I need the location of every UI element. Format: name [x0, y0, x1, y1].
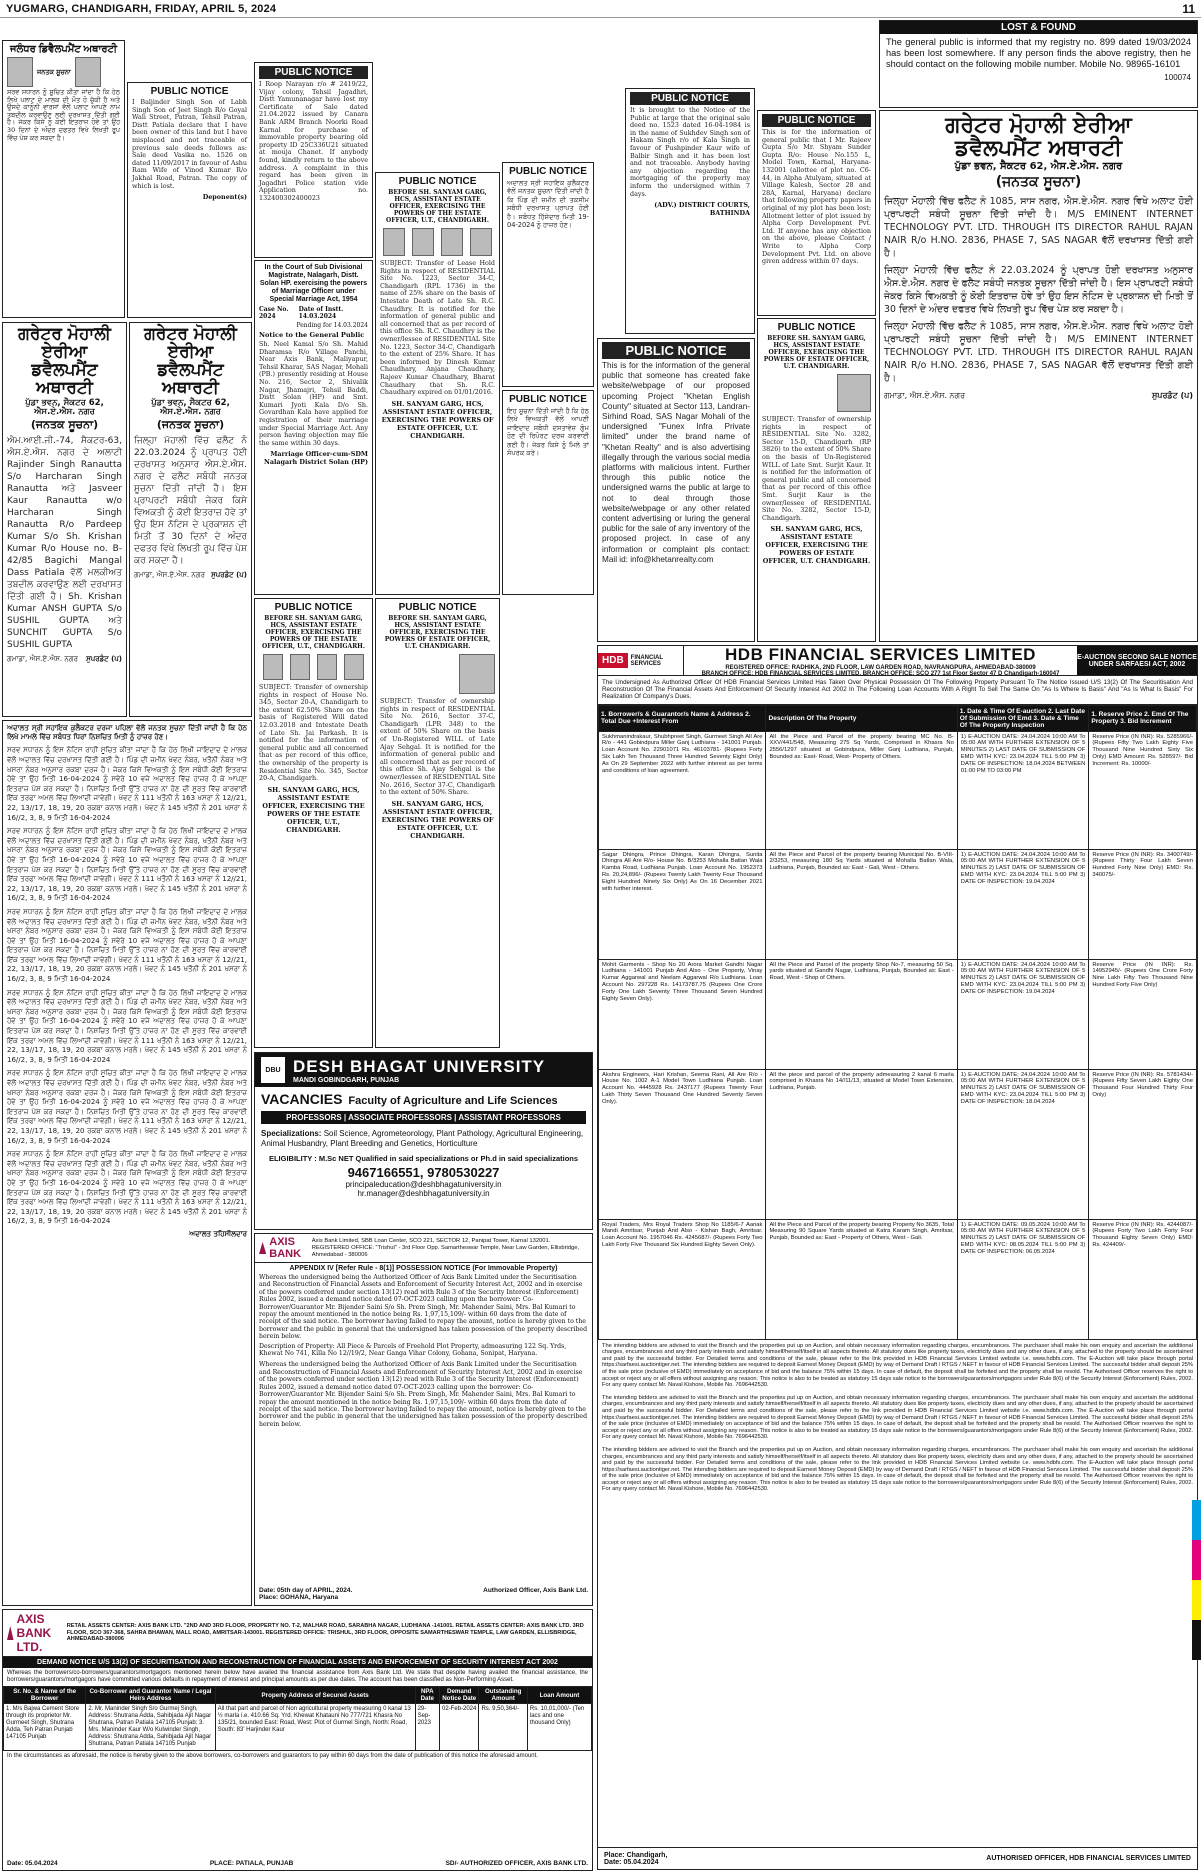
- notice-title: PUBLIC NOTICE: [509, 166, 587, 177]
- person-photo: [837, 374, 871, 412]
- axis-logo: AXIS BANK: [259, 1236, 306, 1260]
- notice-body: ਐਮ.ਆਈ.ਜੀ.-74, ਸੈਕਟਰ-63, ਐਸ.ਏ.ਐਸ. ਨਗਰ ਦੇ ਅਲਾਟੀ Rajinder Singh Ranautta S/o Harcharan Singh Ranautta ਅਤੇ Jasveer Kaur Ranautta w/o Harcharan Singh Ranautta R/o Pardeep Kumar S/o Sh. Krishan Kumar R/o House no. B-42/85 Bagichi Mangal Dass Patiala ਵੱਲੋਂ ਮਲਕੀਅਤ ਤਬਦੀਲ ਕਰਵਾਉਣ ਲਈ ਦਰਖਾਸਤ ਦਿੱਤੀ ਗਈ ਹੈ। Sh. Krishan Kumar ANSH GUPTA S/o SUSHIL GUPTA ਅਤੇ SUNCHIT GUPTA S/o SUSHIL GUPTA: [7, 435, 122, 650]
- table-cell: 29-Sep-2023: [415, 1704, 439, 1751]
- caption: ਜਨਤਕ ਸੂਚਨਾ: [37, 67, 71, 76]
- table-cell: 02-Feb-2024: [439, 1704, 478, 1751]
- terms-conditions: The intending bidders are advised to visit the Branch and the properties put up on Auction, and obtain necessary information regarding charges, encumbrances. The purchaser shall make his own enquiry and ascertain the additional charges, encumbrances and any third party interests and satisfy himself/herself/itself in all aspects thereto. All statutory dues like property taxes, electricity dues and any other dues, if any, attached to the property should be ascertained and paid by the successful bidder. For Detailed terms and conditions of the sale, please refer to the link provided in HDB Financial Services Limited website i.e. www.hdbfs.com. The E-Auction will take place through portal https://sarfaesi.auctiontiger.net. The intending bidders are required to deposit Earnest Money Deposit (EMD) by way of Demand Draft / RTGS / NEFT in favour of HDB Financial Services Limited. The successful bidder shall deposit 25% of the sale price (inclusive of EMD) immediately on acceptance of bid and the balance 75% within 15 days. In case of default, the deposit shall be forfeited and the property shall be resold. The Authorised Officer reserves the right to accept or reject any or all offers without assigning any reason. This notice is also to be treated as statutory 15 days sale notice to the borrowers/guarantors/mortgagors under Rule 8(6) of the Security Interest (Enforcement) Rules, 2002. For any query contact Mr. Naval Kishore, Mobile No. 7696442530.: [602, 1342, 1193, 1389]
- notice-body: ਜਿਲ੍ਹਾ ਮੋਹਾਲੀ ਵਿੱਚ ਫਲੈਟ ਨੰ 22.03.2024 ਨੂੰ ਪ੍ਰਾਪਤ ਹੋਈ ਦਰਖਾਸਤ ਅਨੁਸਾਰ ਐਸ.ਏ.ਐਸ. ਨਗਰ ਦੇ ਫਲੈਟ ਸਬੰਧੀ ਜਨਤਕ ਸੂਚਨਾ ਦਿੱਤੀ ਜਾਂਦੀ ਹੈ। ਇਸ ਪ੍ਰਾਪਰਟੀ ਸਬੰਧੀ ਜੇਕਰ ਕਿਸੇ ਵਿਅਕਤੀ ਨੂੰ ਕੋਈ ਇਤਰਾਜ਼ ਹੋਵੇ ਤਾਂ ਉਹ ਇਸ ਨੋਟਿਸ ਦੇ ਪ੍ਰਕਾਸ਼ਨ ਦੀ ਮਿਤੀ ਤੋਂ 30 ਦਿਨਾਂ ਦੇ ਅੰਦਰ ਦਫਤਰ ਵਿਖੇ ਲਿਖਤੀ ਰੂਪ ਵਿੱਚ ਪੇਸ਼ ਕਰ ਸਕਦਾ ਹੈ।: [134, 435, 247, 566]
- notice-outro: In the circumstances as aforesaid, the notice is hereby given to the above borrowers, co-borrowers and guarantors to pay within 60 days from the date of publication of this notice the aforesaid amount.: [7, 1753, 538, 1759]
- table-cell: 2. Mr. Maninder Singh S/o Gurmej Singh, Address: Shutrana Adda, Sahibjada Ajit Nagar Shutrana, Patran Patiala 147105 Punjab; 3. Mrs. Maninder Kaur W/o Kulwinder Singh, Address: Shutrana Adda, Sahibjada Ajit Nagar Shutrana, Patran Patiala 147105 Punjab: [86, 1704, 215, 1751]
- notice-body: The general public is informed that my registry no. 899 dated 19/03/2024 has been lost somewhere. If any person finds the above registry, then he should contact on the following mobile number. Mobile No. 98965-16101: [886, 37, 1191, 69]
- table-cell: All the piece and parcel of the property admeasuring 2 kanal 6 marla comprised in Khasra No 14//11/13, situated at Model Town Extension, Ludhiana, Punjab.: [766, 1069, 957, 1219]
- person-photo: [459, 654, 495, 694]
- notice-place: Place: GOHANA, Haryana: [259, 1594, 339, 1601]
- eauction-title: E-AUCTION SECOND SALE NOTICE: [1077, 653, 1197, 661]
- notice-date: Date: 05.04.2024: [604, 1858, 659, 1866]
- notice-title: PUBLIC NOTICE: [762, 114, 871, 127]
- notice-title: APPENDIX IV [Refer Rule - 8(1)] POSSESSION NOTICE (For Immovable Property): [289, 1265, 558, 1272]
- notice-subtitle: BEFORE SH. SANYAM GARG, HCS, ASSISTANT ESTATE OFFICER, EXERCISING THE POWERS OF THE ESTATE OFFICER, U.T., CHANDIGARH.: [386, 189, 489, 224]
- table-cell: Reserve Price (IN INR): Rs. 3400749/- (Rupees Thirty Four Lakh Seven Hundred Forty Nine Only) EMD: Rs. 340075/-: [1089, 849, 1197, 959]
- table-cell: Akshra Engineers, Hari Krishan, Seema Rani, All Are R/o - House No. 1002 A-1 Model Town Ludhiana Punjab. Loan Account No. 4445928 Rs. 2437177 (Rupees Twenty Four Lakh Thirty Seven Thousand One Hundred Seventy Seven Only).: [599, 1069, 766, 1219]
- punjabi-mid-notice: [502, 162, 594, 387]
- case-number: Case No. 2024: [259, 306, 289, 320]
- table-row: [599, 959, 1197, 1069]
- notice-body-3: ਜਿਲ੍ਹਾ ਮੋਹਾਲੀ ਵਿੱਚ ਫਲੈਟ ਨੰ 1085, ਸਾਸ ਨਗਰ, ਐਸ.ਏ.ਐਸ. ਨਗਰ ਵਿਖੇ ਅਲਾਟ ਹੋਈ ਪ੍ਰਾਪਰਟੀ ਸਬੰਧੀ ਸੂਚਨਾ ਦਿੱਤੀ ਜਾਂਦੀ ਹੈ। M/S EMINENT INTERNET TECHNOLOGY PVT. LTD. THROUGH ITS DIRECTOR RAHUL RAJAN NAIR R/o H.NO. 2836, PHASE 7, SAS NAGAR ਵੱਲੋਂ ਦਰਖਾਸਤ ਦਿੱਤੀ ਗਈ ਹੈ।: [884, 321, 1193, 385]
- table-cell: All the Piece and Parcel of the property Shop No-7, measuring 50 Sq. yards situated at Gandhi Nagar, Ludhiana, Punjab, Bounded as: East - Road, West - Shop of Others.: [766, 959, 957, 1069]
- notice-subtitle: Notice to the General Public: [259, 331, 365, 339]
- notice-body: ਜਿਲ੍ਹਾ ਮੋਹਾਲੀ ਵਿੱਚ ਫਲੈਟ ਨੰ 1085, ਸਾਸ ਨਗਰ, ਐਸ.ਏ.ਐਸ. ਨਗਰ ਵਿਖੇ ਅਲਾਟ ਹੋਈ ਪ੍ਰਾਪਰਟੀ ਸਬੰਧੀ ਸੂਚਨਾ ਦਿੱਤੀ ਜਾਂਦੀ ਹੈ। M/S EMINENT INTERNET TECHNOLOGY PVT. LTD. THROUGH ITS DIRECTOR RAHUL RAJAN NAIR R/o H.NO. 2836, PHASE 7, SAS NAGAR ਵੱਲੋਂ ਦਰਖਾਸਤ ਦਿੱਤੀ ਗਈ ਹੈ।: [884, 196, 1193, 260]
- eligibility: ELIGIBILITY : M.Sc NET Qualified in said specializations or Ph.d in said specializations: [268, 1154, 579, 1163]
- notice-body-6: ਸਰਵ ਸਧਾਰਨ ਨੂੰ ਇਸ ਨੋਟਿਸ ਰਾਹੀਂ ਸੂਚਿਤ ਕੀਤਾ ਜਾਂਦਾ ਹੈ ਕਿ ਹੇਠ ਲਿਖੀ ਜਾਇਦਾਦ ਦੇ ਮਾਲਕ ਵੱਲੋਂ ਅਦਾਲਤ ਵਿੱਚ ਦਰਖਾਸਤ ਦਿੱਤੀ ਗਈ ਹੈ। ਪਿੰਡ ਦੀ ਜ਼ਮੀਨ ਖੇਵਟ ਨੰਬਰ, ਖਤੌਨੀ ਨੰਬਰ ਅਤੇ ਖਸਰਾ ਨੰਬਰ ਅਨੁਸਾਰ ਰਕਬਾ ਦਰਜ ਹੈ। ਜੇਕਰ ਕਿਸੇ ਵਿਅਕਤੀ ਨੂੰ ਇਸ ਸਬੰਧੀ ਕੋਈ ਇਤਰਾਜ਼ ਹੋਵੇ ਤਾਂ ਉਹ ਮਿਤੀ 16-04-2024 ਨੂੰ ਸਵੇਰੇ 10 ਵਜੇ ਅਦਾਲਤ ਵਿੱਚ ਹਾਜ਼ਰ ਹੋ ਕੇ ਆਪਣਾ ਇਤਰਾਜ਼ ਪੇਸ਼ ਕਰ ਸਕਦਾ ਹੈ। ਨਿਸ਼ਚਿਤ ਮਿਤੀ ਉੱਤੇ ਹਾਜ਼ਰ ਨਾ ਹੋਣ ਦੀ ਸੂਰਤ ਵਿੱਚ ਕਾਰਵਾਈ ਇੱਕ ਤਰਫਾ ਅਮਲ ਵਿੱਚ ਲਿਆਂਦੀ ਜਾਵੇਗੀ। ਖੇਵਟ ਨੰ 111 ਖਤੌਨੀ ਨੰ 163 ਖਸਰਾ ਨੰ 12//21, 22, 13//17, 18, 19, 20 ਰਕਬਾ ਕਨਾਲ ਮਰਲੇ। ਖੇਵਟ ਨੰ 145 ਖਤੌਨੀ ਨੰ 201 ਖਸਰਾ ਨੰ 16//2, 3, 8, 9 ਮਿਤੀ 16-04-2024: [7, 1150, 247, 1226]
- notice-sign: SH. SANYAM GARG, HCS, ASSISTANT ESTATE OFFICER, EXERCISING THE POWERS OF THE ESTATE OFFICER, U.T., CHANDIGARH.: [262, 785, 365, 834]
- hdb-logo-sub: FINANCIAL SERVICES: [630, 654, 663, 667]
- notice-title: PUBLIC NOTICE: [630, 92, 750, 105]
- estate-notice-4: [757, 318, 876, 642]
- table-row: [599, 849, 1197, 959]
- person-photo: [470, 228, 492, 256]
- notice-title: DEMAND NOTICE U/S 13(2) OF SECURITISATION AND RECONSTRUCTION OF FINANCIAL ASSETS AND ENFORCEMENT OF SECURITY INTEREST ACT 2002: [3, 1657, 592, 1668]
- notice-place: Place: Chandigarh,: [604, 1851, 668, 1859]
- gmada-line3: ਪੁੱਡਾ ਭਵਨ, ਸੈਕਟਰ 62, ਐਸ.ਏ.ਐਸ. ਨਗਰ: [151, 398, 230, 418]
- jalandhar-notice: [2, 40, 125, 318]
- notice-body: ਅਦਾਲਤ ਸ੍ਰੀ ਸਹਾਇਕ ਕੁਲੈਕਟਰ ਵੱਲੋਂ ਜਨਤਕ ਸੂਚਨਾ ਦਿੱਤੀ ਜਾਂਦੀ ਹੈ ਕਿ ਪਿੰਡ ਦੀ ਜ਼ਮੀਨ ਦੀ ਤਕਸੀਮ ਸਬੰਧੀ ਦਰਖਾਸਤ ਪ੍ਰਾਪਤ ਹੋਈ ਹੈ। ਸਬੰਧਤ ਹਿੱਸੇਦਾਰ ਮਿਤੀ 19-04-2024 ਨੂੰ ਹਾਜ਼ਰ ਹੋਣ।: [507, 179, 589, 230]
- hdb-logo: [598, 646, 684, 675]
- col-header: Description Of The Property: [766, 705, 957, 731]
- gmada-header: [134, 326, 247, 431]
- notice-body: I Baljinder Singh Son of Labh Singh Son of Jeet Singh R/o Goyal Wali Street, Patran, Tehsil Patran, Distt Patiala declare that I have been owner of this land but I have misplaced and not traceable of previous sale deeds follows as: Sale deed Vasika no. 1526 on dated 11/09/2017 in favour of Ashu Ram Wife of Vinod Kumar R/o Jakhal Road, Patran. The copy of which is lost.: [132, 98, 247, 190]
- hdb-logo-mark: HDB: [598, 653, 628, 668]
- table-cell: Rs. 10,01,000/- (Ten lacs and one thousand Only): [527, 1704, 591, 1751]
- notice-title: PUBLIC NOTICE: [777, 322, 856, 333]
- person-photo: [441, 228, 463, 256]
- notice-title: LOST & FOUND: [880, 21, 1197, 34]
- notice-date: Date: 05th day of APRIL, 2024.: [259, 1587, 353, 1594]
- dbu-header: [255, 1053, 592, 1087]
- property-description: Description of Property: All Piece & Parcels of Freehold Plot Property, admeasuring 122 Sq. Yrds, Khewat No 741, Killa No 12//19/2, Near Ganga Vihar Colony, Gohana, Sonipat, Haryana.: [259, 1342, 567, 1358]
- notice-title: PUBLIC NOTICE: [150, 86, 229, 97]
- spec-label: Specializations:: [261, 1129, 322, 1138]
- table-cell: All the Piece and Parcel of the property bearing Property No 3635, Total Measuring 90 Square Yards situated at Katra Karam Singh, Amritsar, Punjab, Bounded as: East - Property of Others, West - Gali.: [766, 1219, 957, 1339]
- axis-address: Axis Bank Limited, SBB Loan Center, SCO 221, SECTOR 12, Panipat Tower, Karnal 132001. REGISTERED OFFICE: "Trishul" - 3rd Floor Opp. Samartheswar Temple, Near Law Garden, Ellisbridge, Ahmedabad - 380006: [311, 1237, 580, 1258]
- marriage-notice: [254, 260, 373, 595]
- person-photo: [317, 654, 337, 680]
- person-photo: [383, 228, 405, 256]
- gmada-notice-right: [879, 110, 1198, 642]
- phone-numbers: 9467166551, 9780530227: [347, 1165, 500, 1180]
- col-header: Sr. No. & Name of the Borrower: [4, 1687, 86, 1704]
- gmada-line3: ਪੁੱਡਾ ਭਵਨ, ਸੈਕਟਰ 62, ਐਸ.ਏ.ਐਸ. ਨਗਰ: [25, 398, 104, 418]
- table-cell: 1) E-AUCTION DATE: 09.05.2024 10:00 AM To 05:00 AM WITH FURTHER EXTENSION OF 5 MINUTES 2) LAST DATE OF SUBMISSION OF EMD WITH KYC: 08.05.2024 TILL 5:00 PM 3) DATE OF INSPECTION: 06.05.2024: [957, 1219, 1089, 1339]
- print-color-strip: [1192, 1620, 1201, 1660]
- dbu-crest-icon: DBU: [261, 1057, 285, 1083]
- notice-body: It is brought to the Notice of the Public at large that the original sale deed no. 1523 dated 16-04-1984 is in the name of Sukhdev Singh son of Hakam Singh r/o of Kala Singh in favour of Pushpinder Kaur wife of Balbir Singh and it has been lost and not traceable. Anybody having any objection regarding the mortgaging of the property may inform the undersigned within 7 days.: [630, 106, 750, 198]
- estate-notice-2: [254, 598, 373, 1048]
- notice-title: PUBLIC NOTICE: [398, 602, 477, 613]
- notice-sign: Authorized Officer, Axis Bank Ltd.: [483, 1587, 588, 1594]
- notice-place: ਗਮਾਡਾ, ਐਸ.ਏ.ਐਸ. ਨਗਰ: [134, 570, 205, 579]
- print-color-strip: [1192, 1580, 1201, 1620]
- notice-sign: SH. SANYAM GARG, HCS, ASSISTANT ESTATE OFFICER, EXERCISING THE POWERS OF ESTATE OFFICER, U.T. CHANDIGARH.: [381, 399, 494, 440]
- notice-title: PUBLIC NOTICE: [398, 176, 477, 187]
- notice-place: PLACE: PATIALA, PUNJAB: [209, 1860, 294, 1867]
- table-cell: Sagar Dhingra, Prince Dhingra, Karan Dhingra, Sunita Dhingra All Are R/o- House No. B/3253 Mohalla Batlan Wala Kamba Road, Ludhiana Punjab. Loan Account No. 1952373 Rs. 20,24,896/- (Rupees Twenty Lakh Twenty Four Thousand Eight Hundred Ninety Six Only) As On 16 December 2021 with further interest.: [599, 849, 766, 959]
- table-header-row: [4, 1687, 592, 1704]
- punjabi-court-notice: [2, 720, 252, 1606]
- university-location: MANDI GOBINDGARH, PUNJAB: [293, 1076, 400, 1084]
- notice-sign: Marriage Officer-cum-SDM Nalagarh District Solan (HP): [264, 450, 368, 467]
- print-color-strip: [1192, 1500, 1201, 1540]
- notice-body: ਇਹ ਸੂਚਨਾ ਦਿੱਤੀ ਜਾਂਦੀ ਹੈ ਕਿ ਹੇਠ ਲਿਖੇ ਵਿਅਕਤੀ ਵੱਲੋਂ ਆਪਣੀ ਜਾਇਦਾਦ ਸਬੰਧੀ ਦਸਤਾਵੇਜ਼ ਗੁੰਮ ਹੋਣ ਦੀ ਰਿਪੋਰਟ ਦਰਜ ਕਰਵਾਈ ਗਈ ਹੈ। ਜੇਕਰ ਕਿਸੇ ਨੂੰ ਮਿਲੇ ਤਾਂ ਸੰਪਰਕ ਕਰੇ।: [507, 407, 589, 458]
- col-header: 1. Date & Time Of E-auction 2. Last Date Of Submission Of Emd 3. Date & Time Of The Property Inspection: [957, 705, 1089, 731]
- notice-body: This is for the information of the general public that someone has created fake website/webpage of our proposed upcoming Project "Khetan English County" situated at Sector 113, Landran-Sirhind Road, SAS Nagar Mohali of the undersigned "Funex Infra Private limited" under the brand name of "Khetan Realty" and is also advertising illegally through the various social media platforms with malicious intent. Further through this public notice the undersigned warns the public at large to not to deal through those website/webpage or any other related content advertising or luring the general public for the sale of any inventory of the proposed project. In case of any information or complaint pls contact: Mail id: info@khetanrealty.com: [602, 361, 750, 564]
- gmada-line4: (ਜਨਤਕ ਸੂਚਨਾ): [995, 173, 1082, 190]
- notice-subtitle: BEFORE SH. SANYAM GARG, HCS, ASSISTANT ESTATE OFFICER, EXERCISING THE POWERS OF ESTATE OFFICER, U.T. CHANDIGARH.: [384, 615, 491, 650]
- person-photo: [344, 654, 364, 680]
- pending-date: Pending for 14.03.2024: [296, 322, 368, 329]
- university-name: DESH BHAGAT UNIVERSITY: [293, 1056, 546, 1076]
- notice-title: PUBLIC NOTICE: [274, 602, 353, 613]
- company-name: HDB FINANCIAL SERVICES LIMITED: [725, 645, 1036, 664]
- auction-table: [598, 705, 1197, 1340]
- notice-sign: AUTHORISED OFFICER, HDB FINANCIAL SERVICES LIMITED: [986, 1855, 1191, 1862]
- table-cell: Reserve Price (IN INR): Rs. 5285966/- (Rupees Fifty Two Lakh Eighty Five Thousand Nine Hundred Sixty Six Only) EMD Amount: Rs. 528597/- Bid Increment: Rs. 10000/-: [1089, 731, 1197, 849]
- eauction-badge: [1077, 646, 1197, 675]
- gmada-line4: (ਜਨਤਕ ਸੂਚਨਾ): [156, 418, 225, 432]
- photo-row: [762, 374, 871, 412]
- notice-place: ਗਮਾਡਾ, ਐਸ.ਏ.ਐਸ. ਨਗਰ: [7, 654, 78, 663]
- table-cell: All the Piece and Parcel of the property bearing Municipal No. B-VIII-2/3253, measuring 180 Sq Yards situated at Mohalla Batlan Wala, Ludhiana, Punjab, Bounded as: East - Gali, West - Others.: [766, 849, 957, 959]
- notice-sign: (ADV.) DISTRICT COURTS, BATHINDA: [654, 201, 750, 218]
- spec-text: Soil Science, Agrometeorology, Plant Pathology, Agricultural Engineering, Animal Husbandry, Plant Breeding and Genetics, Horticulture: [261, 1129, 584, 1148]
- notice-body: ਸਰਵ ਸਧਾਰਨ ਨੂੰ ਇਸ ਨੋਟਿਸ ਰਾਹੀਂ ਸੂਚਿਤ ਕੀਤਾ ਜਾਂਦਾ ਹੈ ਕਿ ਹੇਠ ਲਿਖੀ ਜਾਇਦਾਦ ਦੇ ਮਾਲਕ ਵੱਲੋਂ ਅਦਾਲਤ ਵਿੱਚ ਦਰਖਾਸਤ ਦਿੱਤੀ ਗਈ ਹੈ। ਪਿੰਡ ਦੀ ਜ਼ਮੀਨ ਖੇਵਟ ਨੰਬਰ, ਖਤੌਨੀ ਨੰਬਰ ਅਤੇ ਖਸਰਾ ਨੰਬਰ ਅਨੁਸਾਰ ਰਕਬਾ ਦਰਜ ਹੈ। ਜੇਕਰ ਕਿਸੇ ਵਿਅਕਤੀ ਨੂੰ ਇਸ ਸਬੰਧੀ ਕੋਈ ਇਤਰਾਜ਼ ਹੋਵੇ ਤਾਂ ਉਹ ਮਿਤੀ 16-04-2024 ਨੂੰ ਸਵੇਰੇ 10 ਵਜੇ ਅਦਾਲਤ ਵਿੱਚ ਹਾਜ਼ਰ ਹੋ ਕੇ ਆਪਣਾ ਇਤਰਾਜ਼ ਪੇਸ਼ ਕਰ ਸਕਦਾ ਹੈ। ਨਿਸ਼ਚਿਤ ਮਿਤੀ ਉੱਤੇ ਹਾਜ਼ਰ ਨਾ ਹੋਣ ਦੀ ਸੂਰਤ ਵਿੱਚ ਕਾਰਵਾਈ ਇੱਕ ਤਰਫਾ ਅਮਲ ਵਿੱਚ ਲਿਆਂਦੀ ਜਾਵੇਗੀ। ਖੇਵਟ ਨੰ 111 ਖਤੌਨੀ ਨੰ 163 ਖਸਰਾ ਨੰ 12//21, 22, 13//17, 18, 19, 20 ਰਕਬਾ ਕਨਾਲ ਮਰਲੇ। ਖੇਵਟ ਨੰ 145 ਖਤੌਨੀ ਨੰ 201 ਖਸਰਾ ਨੰ 16//2, 3, 8, 9 ਮਿਤੀ 16-04-2024: [7, 746, 247, 822]
- notice-body-3: ਸਰਵ ਸਧਾਰਨ ਨੂੰ ਇਸ ਨੋਟਿਸ ਰਾਹੀਂ ਸੂਚਿਤ ਕੀਤਾ ਜਾਂਦਾ ਹੈ ਕਿ ਹੇਠ ਲਿਖੀ ਜਾਇਦਾਦ ਦੇ ਮਾਲਕ ਵੱਲੋਂ ਅਦਾਲਤ ਵਿੱਚ ਦਰਖਾਸਤ ਦਿੱਤੀ ਗਈ ਹੈ। ਪਿੰਡ ਦੀ ਜ਼ਮੀਨ ਖੇਵਟ ਨੰਬਰ, ਖਤੌਨੀ ਨੰਬਰ ਅਤੇ ਖਸਰਾ ਨੰਬਰ ਅਨੁਸਾਰ ਰਕਬਾ ਦਰਜ ਹੈ। ਜੇਕਰ ਕਿਸੇ ਵਿਅਕਤੀ ਨੂੰ ਇਸ ਸਬੰਧੀ ਕੋਈ ਇਤਰਾਜ਼ ਹੋਵੇ ਤਾਂ ਉਹ ਮਿਤੀ 16-04-2024 ਨੂੰ ਸਵੇਰੇ 10 ਵਜੇ ਅਦਾਲਤ ਵਿੱਚ ਹਾਜ਼ਰ ਹੋ ਕੇ ਆਪਣਾ ਇਤਰਾਜ਼ ਪੇਸ਼ ਕਰ ਸਕਦਾ ਹੈ। ਨਿਸ਼ਚਿਤ ਮਿਤੀ ਉੱਤੇ ਹਾਜ਼ਰ ਨਾ ਹੋਣ ਦੀ ਸੂਰਤ ਵਿੱਚ ਕਾਰਵਾਈ ਇੱਕ ਤਰਫਾ ਅਮਲ ਵਿੱਚ ਲਿਆਂਦੀ ਜਾਵੇਗੀ। ਖੇਵਟ ਨੰ 111 ਖਤੌਨੀ ਨੰ 163 ਖਸਰਾ ਨੰ 12//21, 22, 13//17, 18, 19, 20 ਰਕਬਾ ਕਨਾਲ ਮਰਲੇ। ਖੇਵਟ ਨੰ 145 ਖਤੌਨੀ ਨੰ 201 ਖਸਰਾ ਨੰ 16//2, 3, 8, 9 ਮਿਤੀ 16-04-2024: [7, 907, 247, 984]
- table-row: [599, 1069, 1197, 1219]
- gmada-notice-2: [129, 322, 252, 717]
- email-link[interactable]: principaleducation@deshbhagatuniversity.in: [345, 1180, 502, 1189]
- dateline: YUGMARG, CHANDIGARH, FRIDAY, APRIL 5, 2024: [6, 2, 277, 15]
- vacancies-label: VACANCIES: [261, 1091, 343, 1107]
- table-row: [599, 1219, 1197, 1339]
- axis-mark-icon: [259, 1242, 266, 1254]
- axis-logo: AXIS BANK LTD.: [7, 1612, 61, 1654]
- lost-found-notice: [879, 20, 1198, 108]
- email-link[interactable]: hr.manager@deshbhagatuniversity.in: [357, 1189, 490, 1198]
- masthead: [0, 0, 1201, 18]
- table-cell: All that part and parcel of Non agricultural property measuring 0 kanal 13 ½ marla i.e. 410.66 Sq. Yrd. Khewat Khatauni No 777/721 Khasra No 135/21, bounded East: Road, West: Plot of Gurmel Singh, North: Road, South: 83' Harjinder Kaur: [215, 1704, 415, 1751]
- notice-body: ਸਰਵ ਸਧਾਰਨ ਨੂੰ ਸੂਚਿਤ ਕੀਤਾ ਜਾਂਦਾ ਹੈ ਕਿ ਹੇਠ ਲਿਖੇ ਪਲਾਟ ਦੇ ਮਾਲਕ ਦੀ ਮੌਤ ਹੋ ਚੁੱਕੀ ਹੈ ਅਤੇ ਉਸਦੇ ਕਾਨੂੰਨੀ ਵਾਰਸਾਂ ਵੱਲੋਂ ਪਲਾਟ ਆਪਣੇ ਨਾਮ ਤਬਦੀਲ ਕਰਵਾਉਣ ਲਈ ਦਰਖਾਸਤ ਦਿੱਤੀ ਗਈ ਹੈ। ਜੇਕਰ ਕਿਸੇ ਨੂੰ ਕੋਈ ਇਤਰਾਜ਼ ਹੋਵੇ ਤਾਂ ਉਹ 30 ਦਿਨਾਂ ਦੇ ਅੰਦਰ ਦਫਤਰ ਵਿਖੇ ਲਿਖਤੀ ਰੂਪ ਵਿੱਚ ਪੇਸ਼ ਕਰ ਸਕਦਾ ਹੈ।: [7, 88, 120, 142]
- col-header: Loan Amount: [527, 1687, 591, 1704]
- eauction-subtitle: UNDER SARFAESI ACT, 2002: [1088, 660, 1186, 668]
- notice-body-2: ਜਿਲ੍ਹਾ ਮੋਹਾਲੀ ਵਿੱਚ ਫਲੈਟ ਨੰ 22.03.2024 ਨੂੰ ਪ੍ਰਾਪਤ ਹੋਈ ਦਰਖਾਸਤ ਅਨੁਸਾਰ ਐਸ.ਏ.ਐਸ. ਨਗਰ ਦੇ ਫਲੈਟ ਸਬੰਧੀ ਜਨਤਕ ਸੂਚਨਾ ਦਿੱਤੀ ਜਾਂਦੀ ਹੈ। ਇਸ ਪ੍ਰਾਪਰਟੀ ਸਬੰਧੀ ਜੇਕਰ ਕਿਸੇ ਵਿਅਕਤੀ ਨੂੰ ਕੋਈ ਇਤਰਾਜ਼ ਹੋਵੇ ਤਾਂ ਉਹ ਇਸ ਨੋਟਿਸ ਦੇ ਪ੍ਰਕਾਸ਼ਨ ਦੀ ਮਿਤੀ ਤੋਂ 30 ਦਿਨਾਂ ਦੇ ਅੰਦਰ ਦਫਤਰ ਵਿਖੇ ਲਿਖਤੀ ਰੂਪ ਵਿੱਚ ਪੇਸ਼ ਕਰ ਸਕਦਾ ਹੈ।: [884, 265, 1193, 316]
- gmada-line4: (ਜਨਤਕ ਸੂਚਨਾ): [30, 418, 99, 432]
- notice-body: I Roop Narayan r/o # 2419/22, Vijay colony, Tehsil Jagadhri, Distt Yamunanagar have lost my Certificate of Sale dated 21.04.2022 issued by Canara Bank ARM Branch Noorki Road Karnal for purchase of immovable property bearing old property ID 25C336U21 situated at mouja Chanet. If anybody found, kindly return to the above address. A complaint in this regard has been given in Jagadhri Police station vide Application no. 132400302400023: [259, 80, 368, 202]
- col-header: NPA Date: [415, 1687, 439, 1704]
- table-cell: Mohit Garments - Shop No 20 Arora Market Gandhi Nagar Ludhiana - 141001 Punjab And Also - One Property, Vinay Kumar Aggarwal and Neelam Aggarwal R/o Ludhiana. Loan Account No. 297228 Rs. 14173787.75 (Rupees One Crore Forty One Lakh Seventy Three Thousand Seven Hundred Eighty Seven Only).: [599, 959, 766, 1069]
- table-cell: 1) E-AUCTION DATE: 24.04.2024 10:00 AM To 05:00 AM WITH FURTHER EXTENSION OF 5 MINUTES 2) LAST DATE OF SUBMISSION OF EMD WITH KYC: 23.04.2024 TILL 5:00 PM 3) DATE OF INSPECTION: 19.04.2024: [957, 959, 1089, 1069]
- notice-title: PUBLIC NOTICE: [259, 66, 368, 79]
- gmada-line2: ਡਵੈਲਪਮੈਂਟ ਅਥਾਰਟੀ: [157, 359, 224, 398]
- table-row: [4, 1704, 592, 1751]
- print-color-strip: [1192, 1540, 1201, 1580]
- col-header: 1. Reserve Price 2. Emd Of The Property 3. Bid Increment: [1089, 705, 1197, 731]
- court-header: ਅਦਾਲਤ ਸ੍ਰੀ ਸਹਾਇਕ ਕੁਲੈਕਟਰ ਦਰਜਾ ਪਹਿਲਾ ਵੱਲੋਂ ਜਨਤਕ ਸੂਚਨਾ ਦਿੱਤੀ ਜਾਂਦੀ ਹੈ ਕਿ ਹੇਠ ਲਿਖੇ ਮਾਮਲੇ ਵਿੱਚ ਸਬੰਧਤ ਧਿਰਾਂ ਨਿਸ਼ਚਿਤ ਮਿਤੀ ਨੂੰ ਹਾਜ਼ਰ ਹੋਣ।: [7, 724, 247, 742]
- terms-conditions-3: The intending bidders are advised to visit the Branch and the properties put up on Auction, and obtain necessary information regarding charges, encumbrances. The purchaser shall make his own enquiry and ascertain the additional charges, encumbrances and any third party interests and satisfy himself/herself/itself in all aspects thereto. All statutory dues like property taxes, electricity dues and any other dues, if any, attached to the property should be ascertained and paid by the successful bidder. For Detailed terms and conditions of the sale, please refer to the link provided in HDB Financial Services Limited website i.e. www.hdbfs.com. The E-Auction will take place through portal https://sarfaesi.auctiontiger.net. The intending bidders are required to deposit Earnest Money Deposit (EMD) by way of Demand Draft / RTGS / NEFT in favour of HDB Financial Services Limited. The successful bidder shall deposit 25% of the sale price (inclusive of EMD) immediately on acceptance of bid and the balance 75% within 15 days. In case of default, the deposit shall be forfeited and the property shall be resold. The Authorised Officer reserves the right to accept or reject any or all offers without assigning any reason. This notice is also to be treated as statutory 15 days sale notice to the borrowers/guarantors/mortgagors under Rule 8(6) of the Security Interest (Enforcement) Rules, 2002. For any query contact Mr. Naval Kishore, Mobile No. 7696442530.: [602, 1446, 1193, 1493]
- table-cell: Rs. 9,50,364/-: [479, 1704, 527, 1751]
- col-header: Property Address of Secured Assets: [215, 1687, 415, 1704]
- bathinda-notice: [625, 88, 755, 334]
- photo-row: [259, 654, 368, 680]
- notice-subtitle: BEFORE SH. SANYAM GARG, HCS, ASSISTANT ESTATE OFFICER, EXERCISING THE POWERS OF THE ESTATE OFFICER, U.T., CHANDIGARH.: [262, 615, 365, 650]
- page-number: 11: [1182, 1, 1195, 16]
- notice-body-2: ਸਰਵ ਸਧਾਰਨ ਨੂੰ ਇਸ ਨੋਟਿਸ ਰਾਹੀਂ ਸੂਚਿਤ ਕੀਤਾ ਜਾਂਦਾ ਹੈ ਕਿ ਹੇਠ ਲਿਖੀ ਜਾਇਦਾਦ ਦੇ ਮਾਲਕ ਵੱਲੋਂ ਅਦਾਲਤ ਵਿੱਚ ਦਰਖਾਸਤ ਦਿੱਤੀ ਗਈ ਹੈ। ਪਿੰਡ ਦੀ ਜ਼ਮੀਨ ਖੇਵਟ ਨੰਬਰ, ਖਤੌਨੀ ਨੰਬਰ ਅਤੇ ਖਸਰਾ ਨੰਬਰ ਅਨੁਸਾਰ ਰਕਬਾ ਦਰਜ ਹੈ। ਜੇਕਰ ਕਿਸੇ ਵਿਅਕਤੀ ਨੂੰ ਇਸ ਸਬੰਧੀ ਕੋਈ ਇਤਰਾਜ਼ ਹੋਵੇ ਤਾਂ ਉਹ ਮਿਤੀ 16-04-2024 ਨੂੰ ਸਵੇਰੇ 10 ਵਜੇ ਅਦਾਲਤ ਵਿੱਚ ਹਾਜ਼ਰ ਹੋ ਕੇ ਆਪਣਾ ਇਤਰਾਜ਼ ਪੇਸ਼ ਕਰ ਸਕਦਾ ਹੈ। ਨਿਸ਼ਚਿਤ ਮਿਤੀ ਉੱਤੇ ਹਾਜ਼ਰ ਨਾ ਹੋਣ ਦੀ ਸੂਰਤ ਵਿੱਚ ਕਾਰਵਾਈ ਇੱਕ ਤਰਫਾ ਅਮਲ ਵਿੱਚ ਲਿਆਂਦੀ ਜਾਵੇਗੀ। ਖੇਵਟ ਨੰ 111 ਖਤੌਨੀ ਨੰ 163 ਖਸਰਾ ਨੰ 12//21, 22, 13//17, 18, 19, 20 ਰਕਬਾ ਕਨਾਲ ਮਰਲੇ। ਖੇਵਟ ਨੰ 145 ਖਤੌਨੀ ਨੰ 201 ਖਸਰਾ ਨੰ 16//2, 3, 8, 9 ਮਿਤੀ 16-04-2024: [7, 827, 247, 903]
- table-cell: Reserve Price (IN INR): Rs. 4244087/- (Rupees Forty Two Lakh Forty Four Thousand Eighty Seven Only) EMD: Rs. 424409/-: [1089, 1219, 1197, 1339]
- gmada-line1: ਗਰੇਟਰ ਮੋਹਾਲੀ ਏਰੀਆ: [144, 324, 237, 362]
- notice-sign: ਸੁਪਰਡੰਟ (ਪ): [86, 654, 122, 663]
- col-header: Demand Notice Date: [439, 1687, 478, 1704]
- gmada-line3: ਪੁੱਡਾ ਭਵਨ, ਸੈਕਟਰ 62, ਐਸ.ਏ.ਐਸ. ਨਗਰ: [954, 161, 1123, 173]
- notice-body: SUBJECT: Transfer of ownership rights in respect of House No. 345, Sector 20-A, Chandigarh to the extent 62.50% Share on the basis of Registered Will dated 12.03.2018 and Intestate Death of Late Sh. Jai Parkash. It is notified for the information of general public and all concerned that as per record of this office, the ownership of the property is Residential Site No. 345, Sector 20-A, Chandigarh.: [259, 683, 368, 783]
- gmada-notice-1: [2, 322, 127, 717]
- notice-body: This is for the information of general public that I Mr. Rajeev Gupta S/o Mr. Shyam Sunder Gupta R/o: House No.155 L, Model Town, Karnal, Haryana-132001 (allottee of plot no. C6-44, in Alpha Atulyam, situated at Village Kalesh, Sector 28 and 28A, Karnal, Haryana) declare that following property papers in original of my plot has been lost: Allotment letter of plot issued by Alpha Corp Development Pvt. Ltd. If anyone has any objection on the above, please Contact / Write to Alpha Corp Development Pvt. Ltd. on above given address within 07 days.: [762, 128, 871, 266]
- axis-possession-notice: [254, 1233, 593, 1606]
- demand-table: [3, 1686, 592, 1751]
- notice-body: Whereas the undersigned being the Authorized Officer of Axis Bank Limited under the Securitisation and Reconstruction of Financial Assets and Enforcement of Security Interest Act, 2002 and in exercise of the powers conferred under section 13(12) read with Rule 3 of the Security Interest (Enforcement) Rules 2002, issued a demand notice dated 07-OCT-2023 calling upon the borrower: Co-Borrower/Guarantor Mr. Bijender Saini S/o Sh. Prem Singh, Mr. Mahender Saini, Mrs. Bal Kumari to repay the amount mentioned in the notice being Rs. 1,97,15,109/- within 60 days from the date of receipt of the said notice. The borrower having failed to repay the amount, notice is hereby given to the borrower and the public in general that the undersigned has taken possession of the property described herein below.: [259, 1274, 588, 1341]
- person-photo: [290, 654, 310, 680]
- faculty-label: Faculty of Agriculture and Life Sciences: [348, 1095, 558, 1107]
- notice-sign: SH. SANYAM GARG, HCS, ASSISTANT ESTATE OFFICER, EXERCISING THE POWERS OF ESTATE OFFICER, U.T. CHANDIGARH.: [381, 799, 494, 840]
- table-cell: All the Piece and Parcel of the property bearing MC No. B-XXV/441/548, Measuring 275 Sq Yards, Comprised in Khasra No 2556/1297 situated at Gobindpura, Miller Ganj Ludhiana, Punjab, Bounded as: East- Road, West- Property of Others.: [766, 731, 957, 849]
- patran-notice: [127, 82, 252, 318]
- institution-date: Date of Instt. 14.03.2024: [298, 306, 344, 320]
- table-cell: Reserve Price (IN INR): Rs. 14952945/- (Rupees One Crore Forty Nine Lakh Fifty Two Thousand Nine Hundred Forty Five Only): [1089, 959, 1197, 1069]
- axis-demand-notice: [2, 1609, 593, 1871]
- axis-address: RETAIL ASSETS CENTER: AXIS BANK LTD. "2ND AND 3RD FLOOR, PROPERTY NO. T-2, MALHAR ROAD, SARABHA NAGAR, LUDHIANA -141001. RETAIL ASSETS CENTER: AXIS BANK LTD. 3RD FLOOR, SCO 367-368, SAHRA BHAWAN, MALL ROAD, AMRITSAR-143001. REGISTERED OFFICE: TRISHUL, 3RD FLOOR, OPPOSITE SAMARTHESWAR TEMPLE, LAW GARDEN, ELLISBRIDGE, AHMEDABAD-380006: [66, 1623, 584, 1643]
- notice-body: SUBJECT: Transfer of Lease Hold Rights in respect of RESIDENTIAL Site No. 1223, Sector 34-C, Chandigarh (RPL 1736) in the name of 25% share on the basis of Intestate Death of Late Sh. R.C. Chaudhry. It is notified for the information of general public and all concerned that as per record of this office Sh. R.C. Chaudhry is the owner/lessee of RESIDENTIAL Site No. 1223, Sector 34-C, Chandigarh to the extent of 25% Share. It has been informed by Dinesh Kumar Chaudhary, Anjana Chaudhary, Rajeev Kumar Chaudhary, Bharat Chaudhary that Sh. R.C. Chaudhary expired on 01/01/2016.: [380, 259, 495, 397]
- person-photo: [412, 228, 434, 256]
- notice-body: SUBJECT: Transfer of ownership rights in respect of RESIDENTIAL Site No. 3282, Sector 15-D, Chandigarh (RP 3826) to the extent of 50% Share on the basis of Un-Registered WILL of Late Smt. Surjit Kaur. It is notified for the information of general public and all concerned that as per record of this office Smt. Surjit Kaur is the owner/lessee of RESIDENTIAL Site No. 3282, Sector 15-D, Chandigarh.: [762, 415, 871, 522]
- table-row: [599, 731, 1197, 849]
- rajeev-notice: [757, 110, 876, 316]
- notice-body: SUBJECT: Transfer of ownership rights in respect of RESIDENTIAL Site No. 2616, Sector 37-C, Chandigarh (LPR 348) to the extent of 50% Share on the basis of Un-Registered WILL of Late Ajay Sehgal. It is notified for the information of general public and all concerned that as per record of this office Sh. Ajay Sehgal is the owner/lessee of RESIDENTIAL Site No. 2616, Sector 37-C, Chandigarh to the extent of 50% Share.: [380, 697, 495, 797]
- table-header-row: [599, 705, 1197, 731]
- notice-sign: ਅਦਾਲਤ ਤਹਿਸੀਲਦਾਰ: [189, 1229, 247, 1238]
- gmada-line1: ਗਰੇਟਰ ਮੋਹਾਲੀ ਏਰੀਆ: [18, 324, 111, 362]
- col-header: 1. Borrower/s & Guarantor/s Name & Address 2. Total Due +Interest From: [599, 705, 766, 731]
- person-photo: [263, 654, 283, 680]
- hdb-auction-notice: [597, 645, 1198, 1870]
- gmada-header: [7, 326, 122, 431]
- photo-row: [380, 228, 495, 256]
- hdb-footer: [598, 1847, 1197, 1869]
- notice-body: Sh. Neel Kamal S/o Sh. Mahid Dharamsa R/o Village Panchi, Near Axis Bank, Maliyapur, Tehsil Kharar, SAS Nagar, Mohali (PB.) presently residing at House No. 216, Sector 2, Shivalik Nagar, Jhamajri, Tehsil Baddi, Distt Solan (HP) and Smt. Kumari Jyoti Kala D/o Sh. Govardhan Kala have applied for registration of their marriage under Special Marriage Act. Any person having objection may file the same within 30 days.: [259, 340, 368, 447]
- table-cell: Royal Traders, Mrs Royal Traders Shop No 1185/6-7 Aanak Mandi Amritsar, Punjab And Also - Kishan Bagh, Amritsar. Loan Account No. 1957046 Rs. 4245687/- (Rupees Forty Two Lakh Forty Five Thousand Six Hundred Eighty Seven Only).: [599, 1219, 766, 1339]
- gmada-header: [884, 114, 1193, 189]
- notice-intro: Whereas the borrowers/co-borrowers/guarantors/mortgagors mentioned herein below have availed the financial assistance from Axis Bank Ltd. We state that despite having availed the financial assistance, the borrowers/guarantors/mortgagors have committed various defaults in repayment of interest and principal amounts as per due dates. The account has been classified as Non-Performing Asset.: [7, 1670, 588, 1683]
- notice-body-4: ਸਰਵ ਸਧਾਰਨ ਨੂੰ ਇਸ ਨੋਟਿਸ ਰਾਹੀਂ ਸੂਚਿਤ ਕੀਤਾ ਜਾਂਦਾ ਹੈ ਕਿ ਹੇਠ ਲਿਖੀ ਜਾਇਦਾਦ ਦੇ ਮਾਲਕ ਵੱਲੋਂ ਅਦਾਲਤ ਵਿੱਚ ਦਰਖਾਸਤ ਦਿੱਤੀ ਗਈ ਹੈ। ਪਿੰਡ ਦੀ ਜ਼ਮੀਨ ਖੇਵਟ ਨੰਬਰ, ਖਤੌਨੀ ਨੰਬਰ ਅਤੇ ਖਸਰਾ ਨੰਬਰ ਅਨੁਸਾਰ ਰਕਬਾ ਦਰਜ ਹੈ। ਜੇਕਰ ਕਿਸੇ ਵਿਅਕਤੀ ਨੂੰ ਇਸ ਸਬੰਧੀ ਕੋਈ ਇਤਰਾਜ਼ ਹੋਵੇ ਤਾਂ ਉਹ ਮਿਤੀ 16-04-2024 ਨੂੰ ਸਵੇਰੇ 10 ਵਜੇ ਅਦਾਲਤ ਵਿੱਚ ਹਾਜ਼ਰ ਹੋ ਕੇ ਆਪਣਾ ਇਤਰਾਜ਼ ਪੇਸ਼ ਕਰ ਸਕਦਾ ਹੈ। ਨਿਸ਼ਚਿਤ ਮਿਤੀ ਉੱਤੇ ਹਾਜ਼ਰ ਨਾ ਹੋਣ ਦੀ ਸੂਰਤ ਵਿੱਚ ਕਾਰਵਾਈ ਇੱਕ ਤਰਫਾ ਅਮਲ ਵਿੱਚ ਲਿਆਂਦੀ ਜਾਵੇਗੀ। ਖੇਵਟ ਨੰ 111 ਖਤੌਨੀ ਨੰ 163 ਖਸਰਾ ਨੰ 12//21, 22, 13//17, 18, 19, 20 ਰਕਬਾ ਕਨਾਲ ਮਰਲੇ। ਖੇਵਟ ਨੰ 145 ਖਤੌਨੀ ਨੰ 201 ਖਸਰਾ ਨੰ 16//2, 3, 8, 9 ਮਿਤੀ 16-04-2024: [7, 988, 247, 1064]
- notice-body-5: ਸਰਵ ਸਧਾਰਨ ਨੂੰ ਇਸ ਨੋਟਿਸ ਰਾਹੀਂ ਸੂਚਿਤ ਕੀਤਾ ਜਾਂਦਾ ਹੈ ਕਿ ਹੇਠ ਲਿਖੀ ਜਾਇਦਾਦ ਦੇ ਮਾਲਕ ਵੱਲੋਂ ਅਦਾਲਤ ਵਿੱਚ ਦਰਖਾਸਤ ਦਿੱਤੀ ਗਈ ਹੈ। ਪਿੰਡ ਦੀ ਜ਼ਮੀਨ ਖੇਵਟ ਨੰਬਰ, ਖਤੌਨੀ ਨੰਬਰ ਅਤੇ ਖਸਰਾ ਨੰਬਰ ਅਨੁਸਾਰ ਰਕਬਾ ਦਰਜ ਹੈ। ਜੇਕਰ ਕਿਸੇ ਵਿਅਕਤੀ ਨੂੰ ਇਸ ਸਬੰਧੀ ਕੋਈ ਇਤਰਾਜ਼ ਹੋਵੇ ਤਾਂ ਉਹ ਮਿਤੀ 16-04-2024 ਨੂੰ ਸਵੇਰੇ 10 ਵਜੇ ਅਦਾਲਤ ਵਿੱਚ ਹਾਜ਼ਰ ਹੋ ਕੇ ਆਪਣਾ ਇਤਰਾਜ਼ ਪੇਸ਼ ਕਰ ਸਕਦਾ ਹੈ। ਨਿਸ਼ਚਿਤ ਮਿਤੀ ਉੱਤੇ ਹਾਜ਼ਰ ਨਾ ਹੋਣ ਦੀ ਸੂਰਤ ਵਿੱਚ ਕਾਰਵਾਈ ਇੱਕ ਤਰਫਾ ਅਮਲ ਵਿੱਚ ਲਿਆਂਦੀ ਜਾਵੇਗੀ। ਖੇਵਟ ਨੰ 111 ਖਤੌਨੀ ਨੰ 163 ਖਸਰਾ ਨੰ 12//21, 22, 13//17, 18, 19, 20 ਰਕਬਾ ਕਨਾਲ ਮਰਲੇ। ਖੇਵਟ ਨੰ 145 ਖਤੌਨੀ ਨੰ 201 ਖਸਰਾ ਨੰ 16//2, 3, 8, 9 ਮਿਤੀ 16-04-2024: [7, 1069, 247, 1145]
- axis-mark-icon: [7, 1626, 14, 1640]
- table-cell: 1) E-AUCTION DATE: 24.04.2024 10:00 AM To 05:00 AM WITH FURTHER EXTENSION OF 5 MINUTES 2) LAST DATE OF SUBMISSION OF EMD WITH KYC: 23.04.2024 TILL 5:00 PM 3) DATE OF INSPECTION: 18.04.2024: [957, 1069, 1089, 1219]
- branch-office: BRANCH OFFICE: HDB FINANCIAL SERVICES LIMITED, BRANCH OFFICE: SCO 277 1st Floor Sector 47 D Chandigarh-160047: [701, 670, 1060, 677]
- punjabi-mid-notice-2: [502, 390, 594, 595]
- notice-title: In the Court of Sub Divisional Magistrate, Nalagarh, Distt. Solan HP. exercising the powers of Marriage Officer under Special Marriage Act, 1954: [259, 264, 368, 303]
- photo-row: [380, 654, 495, 694]
- notice-sign: SD/- AUTHORIZED OFFICER, AXIS BANK LTD.: [445, 1860, 588, 1867]
- table-cell: 1) E-AUCTION DATE: 24.04.2024 10:00 AM To 05:00 AM WITH FURTHER EXTENSION OF 5 MINUTES 2) LAST DATE OF SUBMISSION OF EMD WITH KYC: 23.04.2024 TILL 5:00 PM 3) DATE OF INSPECTION: 18.04.2024 BETWEEN 01:00 PM TO 03:00 PM: [957, 731, 1089, 849]
- gmada-line2: ਡਵੈਲਪਮੈਂਟ ਅਥਾਰਟੀ: [31, 359, 98, 398]
- specializations: [255, 1126, 592, 1152]
- khetan-notice: [597, 338, 755, 642]
- table-cell: Reserve Price (IN INR): Rs. 5781434/- (Rupees Fifty Seven Lakh Eighty One Thousand Four Hundred Thirty Four Only): [1089, 1069, 1197, 1219]
- notice-ref: 100074: [1164, 73, 1191, 82]
- estate-notice-1: [375, 172, 500, 595]
- notice-sign: ਸੁਪਰਡੰਟ (ਪ): [211, 570, 247, 579]
- notice-sign: ਸੁਪਰਡੰਟ (ਪ): [1151, 391, 1193, 401]
- notice-subtitle: BEFORE SH. SANYAM GARG, HCS, ASSISTANT ESTATE OFFICER, EXERCISING THE POWERS OF ESTATE OFFICER, U.T. CHANDIGARH.: [763, 335, 870, 370]
- notice-sign: SH. SANYAM GARG, HCS, ASSISTANT ESTATE OFFICER, EXERCISING THE POWERS OF ESTATE OFFICER, U.T. CHANDIGARH.: [762, 525, 871, 566]
- roop-narayan-notice: [254, 62, 373, 258]
- person-photo: [7, 57, 33, 87]
- col-header: Co-Borrower and Guarantor Name / Legal Heirs Address: [86, 1687, 215, 1704]
- gmada-line2: ਡਵੈਲਪਮੈਂਟ ਅਥਾਰਟੀ: [955, 136, 1122, 162]
- table-cell: 1) E-AUCTION DATE: 24.04.2024 10:00 AM To 05:00 AM WITH FURTHER EXTENSION OF 5 MINUTES 2) LAST DATE OF SUBMISSION OF EMD WITH KYC: 23.04.2024 TILL 5:00 PM 3) DATE OF INSPECTION: 19.04.2024: [957, 849, 1089, 959]
- notice-title: PUBLIC NOTICE: [602, 342, 750, 359]
- estate-notice-3: [375, 598, 500, 1048]
- notice-sign: Deponent(s): [202, 193, 247, 202]
- dbu-vacancy-ad: [254, 1052, 593, 1230]
- posts-bar: PROFESSORS | ASSOCIATE PROFESSORS | ASSISTANT PROFESSORS: [261, 1111, 586, 1124]
- notice-title: ਜਲੰਧਰ ਡਿਵੈਲਪਮੈਂਟ ਅਥਾਰਟੀ: [10, 44, 117, 55]
- table-cell: Sukhmanindrakaur, Shubhpreet Singh, Gurmeet Singh All Are R/o - 441 Gobindpura Miller Ganj Ludhiana - 141001 Punjab. Loan Account No. 22901071 Rs. 46103781- (Rupees Forty Six Lakh Ten Thousand Three Hundred Seventy Eight Only) As On 29 September 2022 with further interest as per terms and conditions of loan agreement.: [599, 731, 766, 849]
- notice-title: PUBLIC NOTICE: [509, 394, 587, 405]
- registered-office: REGISTERED OFFICE: RADHIKA, 2ND FLOOR, LAW GARDEN ROAD, NAVRANGPURA, AHMEDABAD-380009: [725, 664, 1036, 671]
- notice-date: Date: 05.04.2024: [7, 1860, 58, 1867]
- photo-row: [7, 57, 120, 87]
- col-header: Outstanding Amount: [479, 1687, 527, 1704]
- table-cell: 1. M/s Bajwa Cement Store through its proprietor Mr. Gurmeet Singh, Shutrana Adda, Teh Patran Punjab 147105 Punjab: [4, 1704, 86, 1751]
- person-photo: [75, 57, 101, 87]
- notice-place: ਗਮਾਡਾ, ਐਸ.ਏ.ਐਸ. ਨਗਰ: [884, 391, 966, 401]
- hdb-header: [598, 646, 1197, 676]
- hdb-intro: The Undersigned As Authorized Officer Of HDB Financial Services Limited Has Taken Over Physical Possession Of The Following Property Pursuant To The Notice Issued U/S 13(2) Of The Securitisation And Reconstruction Of The Financial Assets And Enforcement Of Security Interest Act 2002 In The Following Loan Accounts With A Right To Sell The Same On "As Is Where Is Basis" And "As Is What Is Basis" For Realization Of Company's Dues.: [598, 676, 1197, 705]
- notice-body-2: Whereas the undersigned being the Authorized Officer of Axis Bank Limited under the Securitisation and Reconstruction of Financial Assets and Enforcement of Security Interest Act, 2002 and in exercise of the powers conferred under section 13(12) read with Rule 3 of the Security Interest (Enforcement) Rules 2002, issued a demand notice dated 07-OCT-2023 calling upon the borrower: Co-Borrower/Guarantor Mr. Bijender Saini S/o Sh. Prem Singh, Mr. Mahender Saini, Mrs. Bal Kumari to repay the amount mentioned in the notice being Rs. 1,97,15,109/- within 60 days from the date of receipt of the said notice. The borrower having failed to repay the amount, notice is hereby given to the borrower and the public in general that the undersigned has taken possession of the property described herein below.: [259, 1361, 588, 1428]
- terms-conditions-2: The intending bidders are advised to visit the Branch and the properties put up on Auction, and obtain necessary information regarding charges, encumbrances. The purchaser shall make his own enquiry and ascertain the additional charges, encumbrances and any third party interests and satisfy himself/herself/itself in all aspects thereto. All statutory dues like property taxes, electricity dues and any other dues, if any, attached to the property should be ascertained and paid by the successful bidder. For Detailed terms and conditions of the sale, please refer to the link provided in HDB Financial Services Limited website i.e. www.hdbfs.com. The E-Auction will take place through portal https://sarfaesi.auctiontiger.net. The intending bidders are required to deposit Earnest Money Deposit (EMD) by way of Demand Draft / RTGS / NEFT in favour of HDB Financial Services Limited. The successful bidder shall deposit 25% of the sale price (inclusive of EMD) immediately on acceptance of bid and the balance 75% within 15 days. In case of default, the deposit shall be forfeited and the property shall be resold. The Authorised Officer reserves the right to accept or reject any or all offers without assigning any reason. This notice is also to be treated as statutory 15 days sale notice to the borrowers/guarantors/mortgagors under Rule 8(6) of the Security Interest (Enforcement) Rules, 2002. For any query contact Mr. Naval Kishore, Mobile No. 7696442530.: [602, 1394, 1193, 1441]
- gmada-line1: ਗਰੇਟਰ ਮੋਹਾਲੀ ਏਰੀਆ: [945, 113, 1132, 138]
